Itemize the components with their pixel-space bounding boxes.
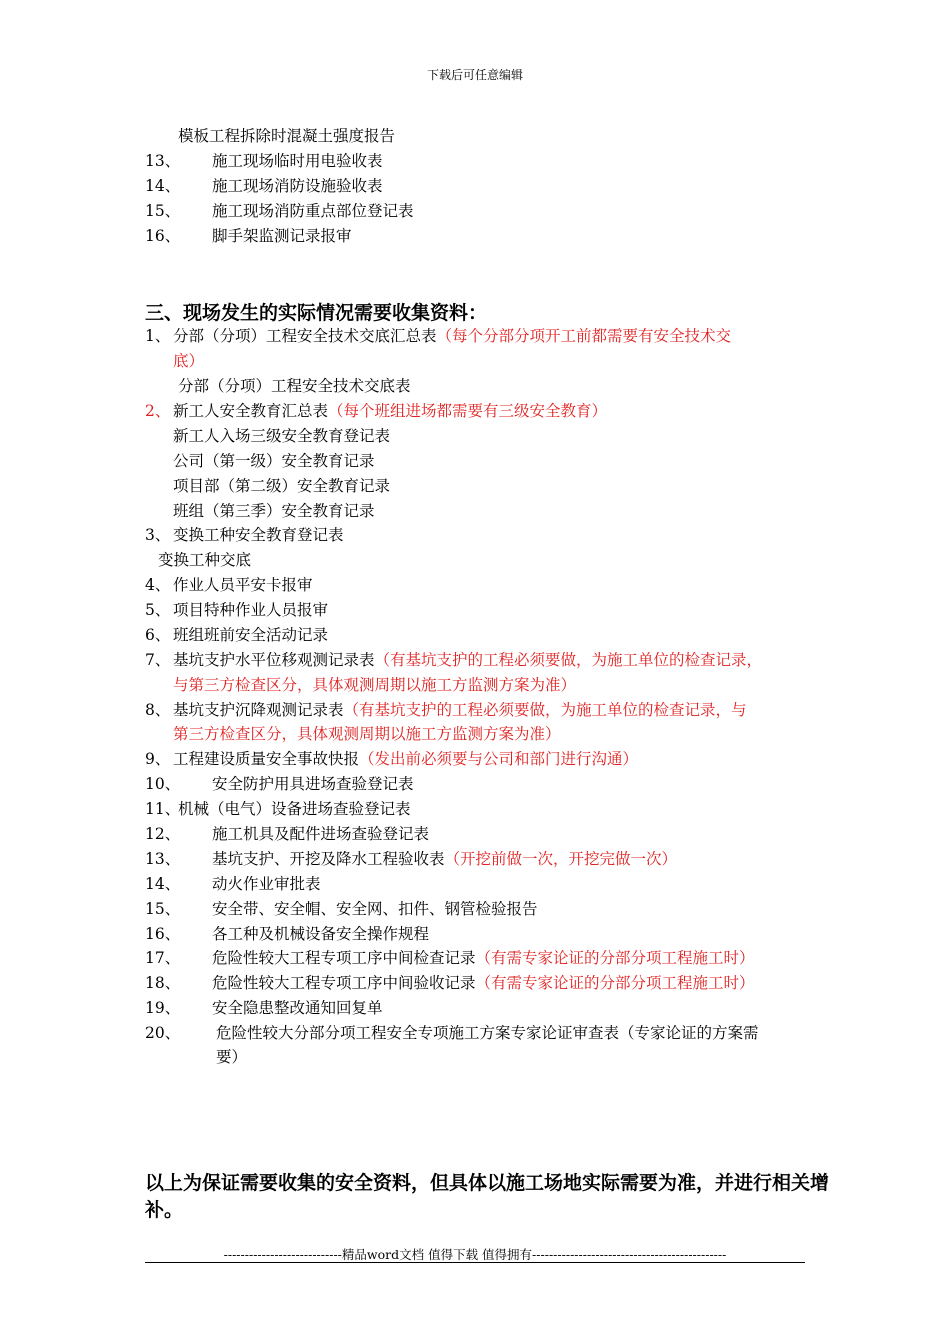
list-item-number: 8、: [145, 701, 171, 719]
list-item-text: 危险性较大分部分项工程安全专项施工方案专家论证审查表（专家论证的方案需: [216, 1024, 759, 1042]
list-item-text: 班组（第三季）安全教育记录: [173, 502, 375, 520]
list-item-text: 班组班前安全活动记录: [173, 626, 329, 644]
summary-text: 以上为保证需要收集的安全资料，但具体以施工场地实际需要为准，并进行相关增补。: [145, 1172, 830, 1221]
list-item-text: 新工人入场三级安全教育登记表: [173, 427, 391, 445]
list-item-note: （开挖前做一次，开挖完做一次）: [444, 850, 678, 868]
list-item-number: 2、: [145, 402, 171, 420]
list-item-text: 基坑支护水平位移观测记录表（有基坑支护的工程必须要做，为施工单位的检查记录，: [173, 651, 763, 669]
list-item-text: 危险性较大工程专项工序中间检查记录（有需专家论证的分部分项工程施工时）: [212, 949, 755, 967]
list-item-number: 4、: [145, 576, 171, 594]
list-item-note: （每个班组进场都需要有三级安全教育）: [328, 402, 608, 420]
list-item-text: 安全带、安全帽、安全网、扣件、钢管检验报告: [212, 900, 538, 918]
list-item-text: 变换工种安全教育登记表: [173, 526, 344, 544]
list-item-text: 危险性较大工程专项工序中间验收记录（有需专家论证的分部分项工程施工时）: [212, 974, 755, 992]
list-item-text: 要）: [216, 1048, 248, 1066]
list-item-text: 施工现场临时用电验收表: [212, 152, 383, 170]
list-item-number: 11、: [145, 800, 181, 818]
list-item-text: 分部（分项）工程安全技术交底汇总表（每个分部分项开工前都需要有安全技术交: [173, 327, 732, 345]
list-item-text: 施工机具及配件进场查验登记表: [212, 825, 430, 843]
list-item-text: 各工种及机械设备安全操作规程: [212, 925, 430, 943]
list-item-note: （有需专家论证的分部分项工程施工时）: [475, 974, 755, 992]
list-item-note: （有需专家论证的分部分项工程施工时）: [475, 949, 755, 967]
list-item-number: 1、: [145, 327, 171, 345]
list-item-note: （有基坑支护的工程必须要做，为施工单位的检查记录，: [374, 651, 763, 669]
list-item-text: 变换工种交底: [158, 551, 252, 569]
list-item-text: 脚手架监测记录报审: [212, 227, 352, 245]
list-item-number: 3、: [145, 526, 171, 544]
list-item-number: 20、: [145, 1024, 181, 1042]
list-item-note: 与第三方检查区分，具体观测周期以施工方监测方案为准）: [173, 676, 577, 694]
list-item-note: 第三方检查区分，具体观测周期以施工方监测方案为准）: [173, 725, 561, 743]
list-item-text: 新工人安全教育汇总表（每个班组进场都需要有三级安全教育）: [173, 402, 608, 420]
list-item-number: 13、: [145, 152, 181, 170]
list-item-number: 14、: [145, 875, 181, 893]
page-header: 下载后可任意编辑: [426, 68, 523, 82]
list-item-number: 10、: [145, 775, 181, 793]
list-item-text: 安全防护用具进场查验登记表: [212, 775, 414, 793]
list-item-number: 5、: [145, 601, 171, 619]
list-item-number: 9、: [145, 750, 171, 768]
list-item-note: （有基坑支护的工程必须要做，为施工单位的检查记录，与: [343, 701, 747, 719]
list-item-note: （每个分部分项开工前都需要有安全技术交: [436, 327, 732, 345]
list-item-number: 15、: [145, 202, 181, 220]
list-item-note: 底）: [173, 352, 205, 370]
list-item-text: 分部（分项）工程安全技术交底表: [178, 377, 411, 395]
list-item-text: 施工现场消防设施验收表: [212, 177, 383, 195]
list-item-text: 模板工程拆除时混凝土强度报告: [178, 127, 396, 145]
list-item-text: 作业人员平安卡报审: [173, 576, 313, 594]
list-item-text: 项目特种作业人员报审: [173, 601, 329, 619]
page-footer: ----------------------------精品word文档 值得下载 值得拥有----------------------------------------------: [223, 1247, 727, 1262]
list-item-number: 16、: [145, 925, 181, 943]
list-item-text: 基坑支护、开挖及降水工程验收表（开挖前做一次，开挖完做一次）: [212, 850, 678, 868]
list-item-text: 施工现场消防重点部位登记表: [212, 202, 414, 220]
footer-divider: [145, 1262, 805, 1263]
list-item-number: 12、: [145, 825, 181, 843]
list-item-text: 机械（电气）设备进场查验登记表: [178, 800, 411, 818]
list-item-number: 13、: [145, 850, 181, 868]
list-item-number: 14、: [145, 177, 181, 195]
list-item-number: 19、: [145, 999, 181, 1017]
list-item-text: 动火作业审批表: [212, 875, 321, 893]
list-item-number: 18、: [145, 974, 181, 992]
list-item-text: 安全隐患整改通知回复单: [212, 999, 383, 1017]
list-item-number: 7、: [145, 651, 171, 669]
list-item-number: 15、: [145, 900, 181, 918]
list-item-text: 工程建设质量安全事故快报（发出前必须要与公司和部门进行沟通）: [173, 750, 639, 768]
section-heading: 三、现场发生的实际情况需要收集资料：: [145, 302, 488, 324]
list-item-number: 17、: [145, 949, 181, 967]
list-item-note: （发出前必须要与公司和部门进行沟通）: [359, 750, 639, 768]
list-item-text: 公司（第一级）安全教育记录: [173, 452, 375, 470]
list-item-text: 项目部（第二级）安全教育记录: [173, 477, 391, 495]
list-item-number: 16、: [145, 227, 181, 245]
list-item-text: 基坑支护沉降观测记录表（有基坑支护的工程必须要做，为施工单位的检查记录，与: [173, 701, 747, 719]
list-item-number: 6、: [145, 626, 171, 644]
